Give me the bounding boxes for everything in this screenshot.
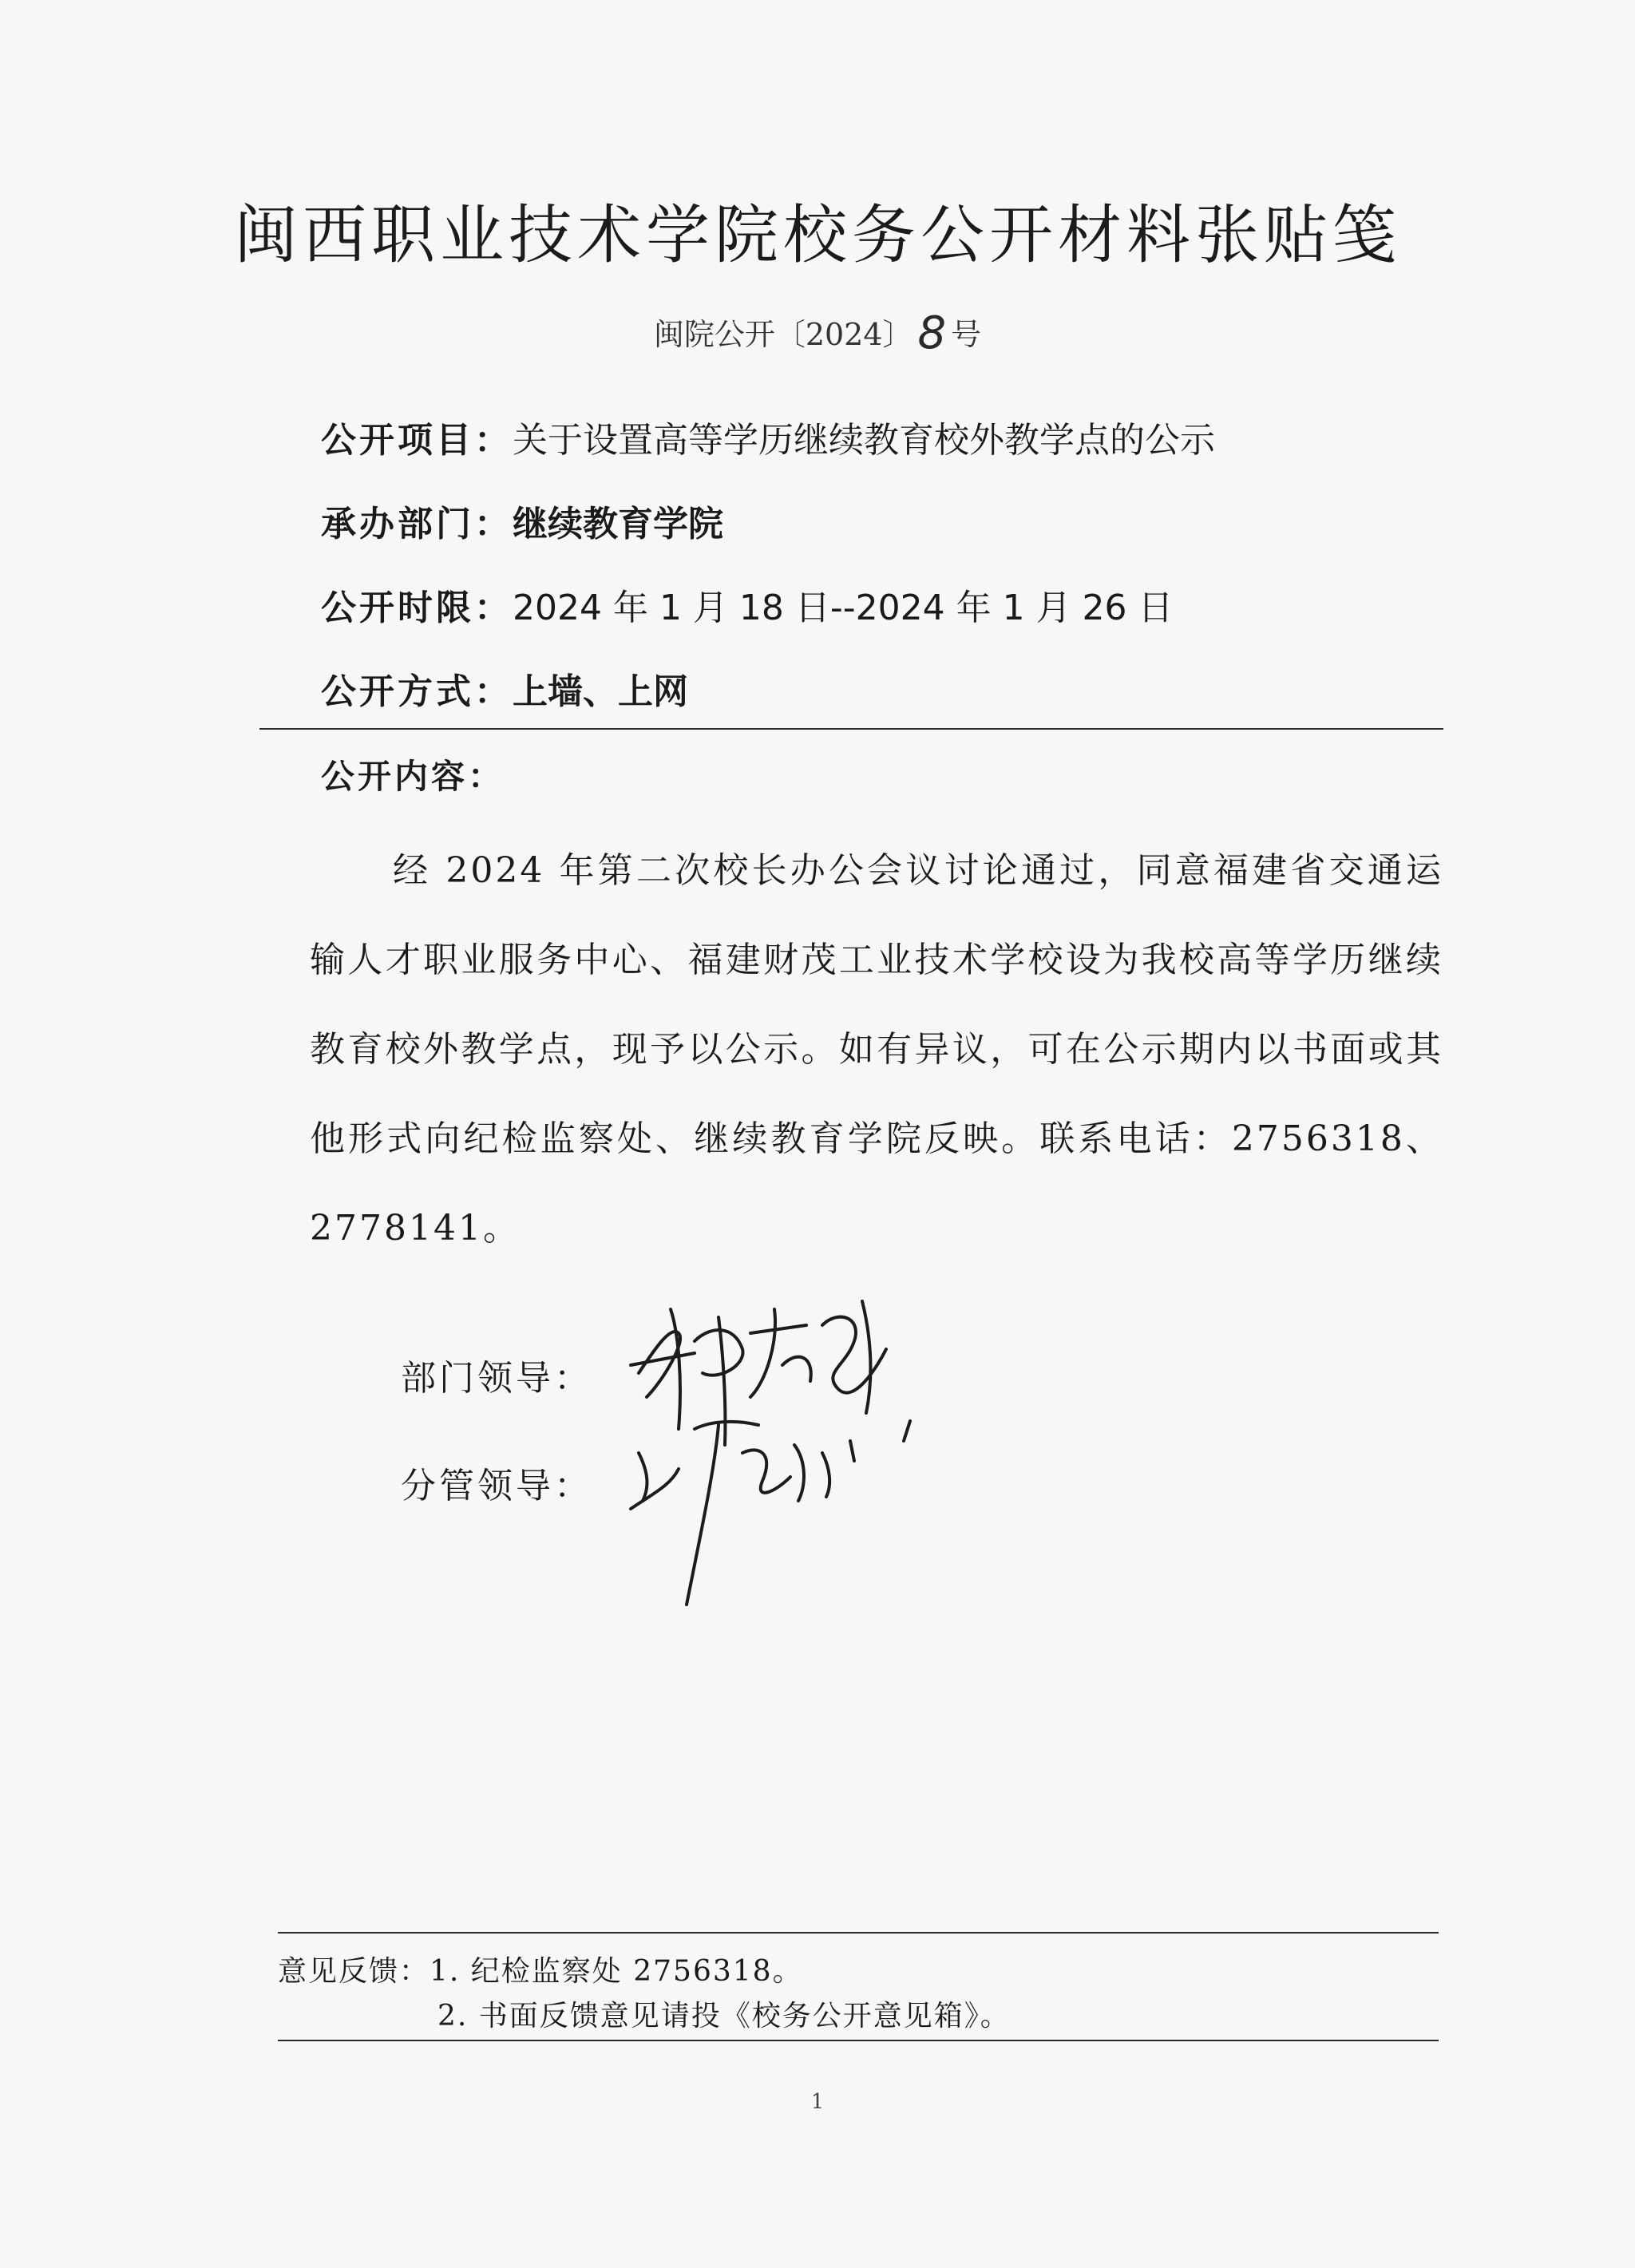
meta-period-row bbox=[321, 579, 1174, 627]
meta-item-row bbox=[321, 411, 1215, 459]
header-divider bbox=[259, 728, 1443, 730]
doc-number-suffix: 号 bbox=[951, 317, 982, 352]
feedback-top-rule bbox=[278, 1932, 1439, 1934]
meta-period-label: 公开时限： bbox=[321, 588, 513, 628]
meta-method-row bbox=[321, 663, 688, 710]
supervisor-label: 分管领导： bbox=[401, 1466, 592, 1506]
content-label: 公开内容： bbox=[321, 757, 505, 796]
meta-method-label: 公开方式： bbox=[321, 671, 513, 712]
page-number: 1 bbox=[810, 2090, 825, 2114]
meta-period-value: 2024 年 1 月 18 日--2024 年 1 月 26 日 bbox=[513, 588, 1174, 628]
content-body bbox=[310, 826, 1443, 1273]
meta-dept-value: 继续教育学院 bbox=[513, 504, 723, 544]
document-title: 闽西职业技术学院校务公开材料张贴笺 bbox=[234, 198, 1401, 272]
doc-number-handwritten: 8 bbox=[917, 307, 947, 359]
content-paragraph: 经 2024 年第二次校长办公会议讨论通过，同意福建省交通运输人才职业服务中心、福建财茂工业技术学校设为我校高等学历继续教育校外教学点，现予以公示。如有异议，可在公示期内以书面或其他形式向纪检监察处、继续教育学院反映。联系电话：2756318、2778141。 bbox=[310, 850, 1443, 1249]
doc-number-prefix: 闽院公开〔2024〕 bbox=[653, 317, 913, 352]
meta-item-value: 关于设置高等学历继续教育校外教学点的公示 bbox=[513, 420, 1215, 461]
meta-method-value: 上墙、上网 bbox=[513, 671, 688, 712]
supervisor-signature bbox=[623, 1405, 958, 1637]
meta-dept-row bbox=[321, 495, 723, 543]
feedback-line-2: 2. 书面反馈意见请投《校务公开意见箱》。 bbox=[437, 2000, 1011, 2032]
dept-leader-label: 部门领导： bbox=[401, 1358, 592, 1399]
document-number bbox=[0, 307, 1635, 359]
meta-dept-label: 承办部门： bbox=[321, 504, 513, 544]
feedback-section bbox=[278, 1949, 1011, 2039]
meta-item-label: 公开项目： bbox=[321, 420, 513, 461]
feedback-line-1: 意见反馈：1. 纪检监察处 2756318。 bbox=[278, 1955, 803, 1988]
feedback-bottom-rule bbox=[278, 2040, 1439, 2041]
